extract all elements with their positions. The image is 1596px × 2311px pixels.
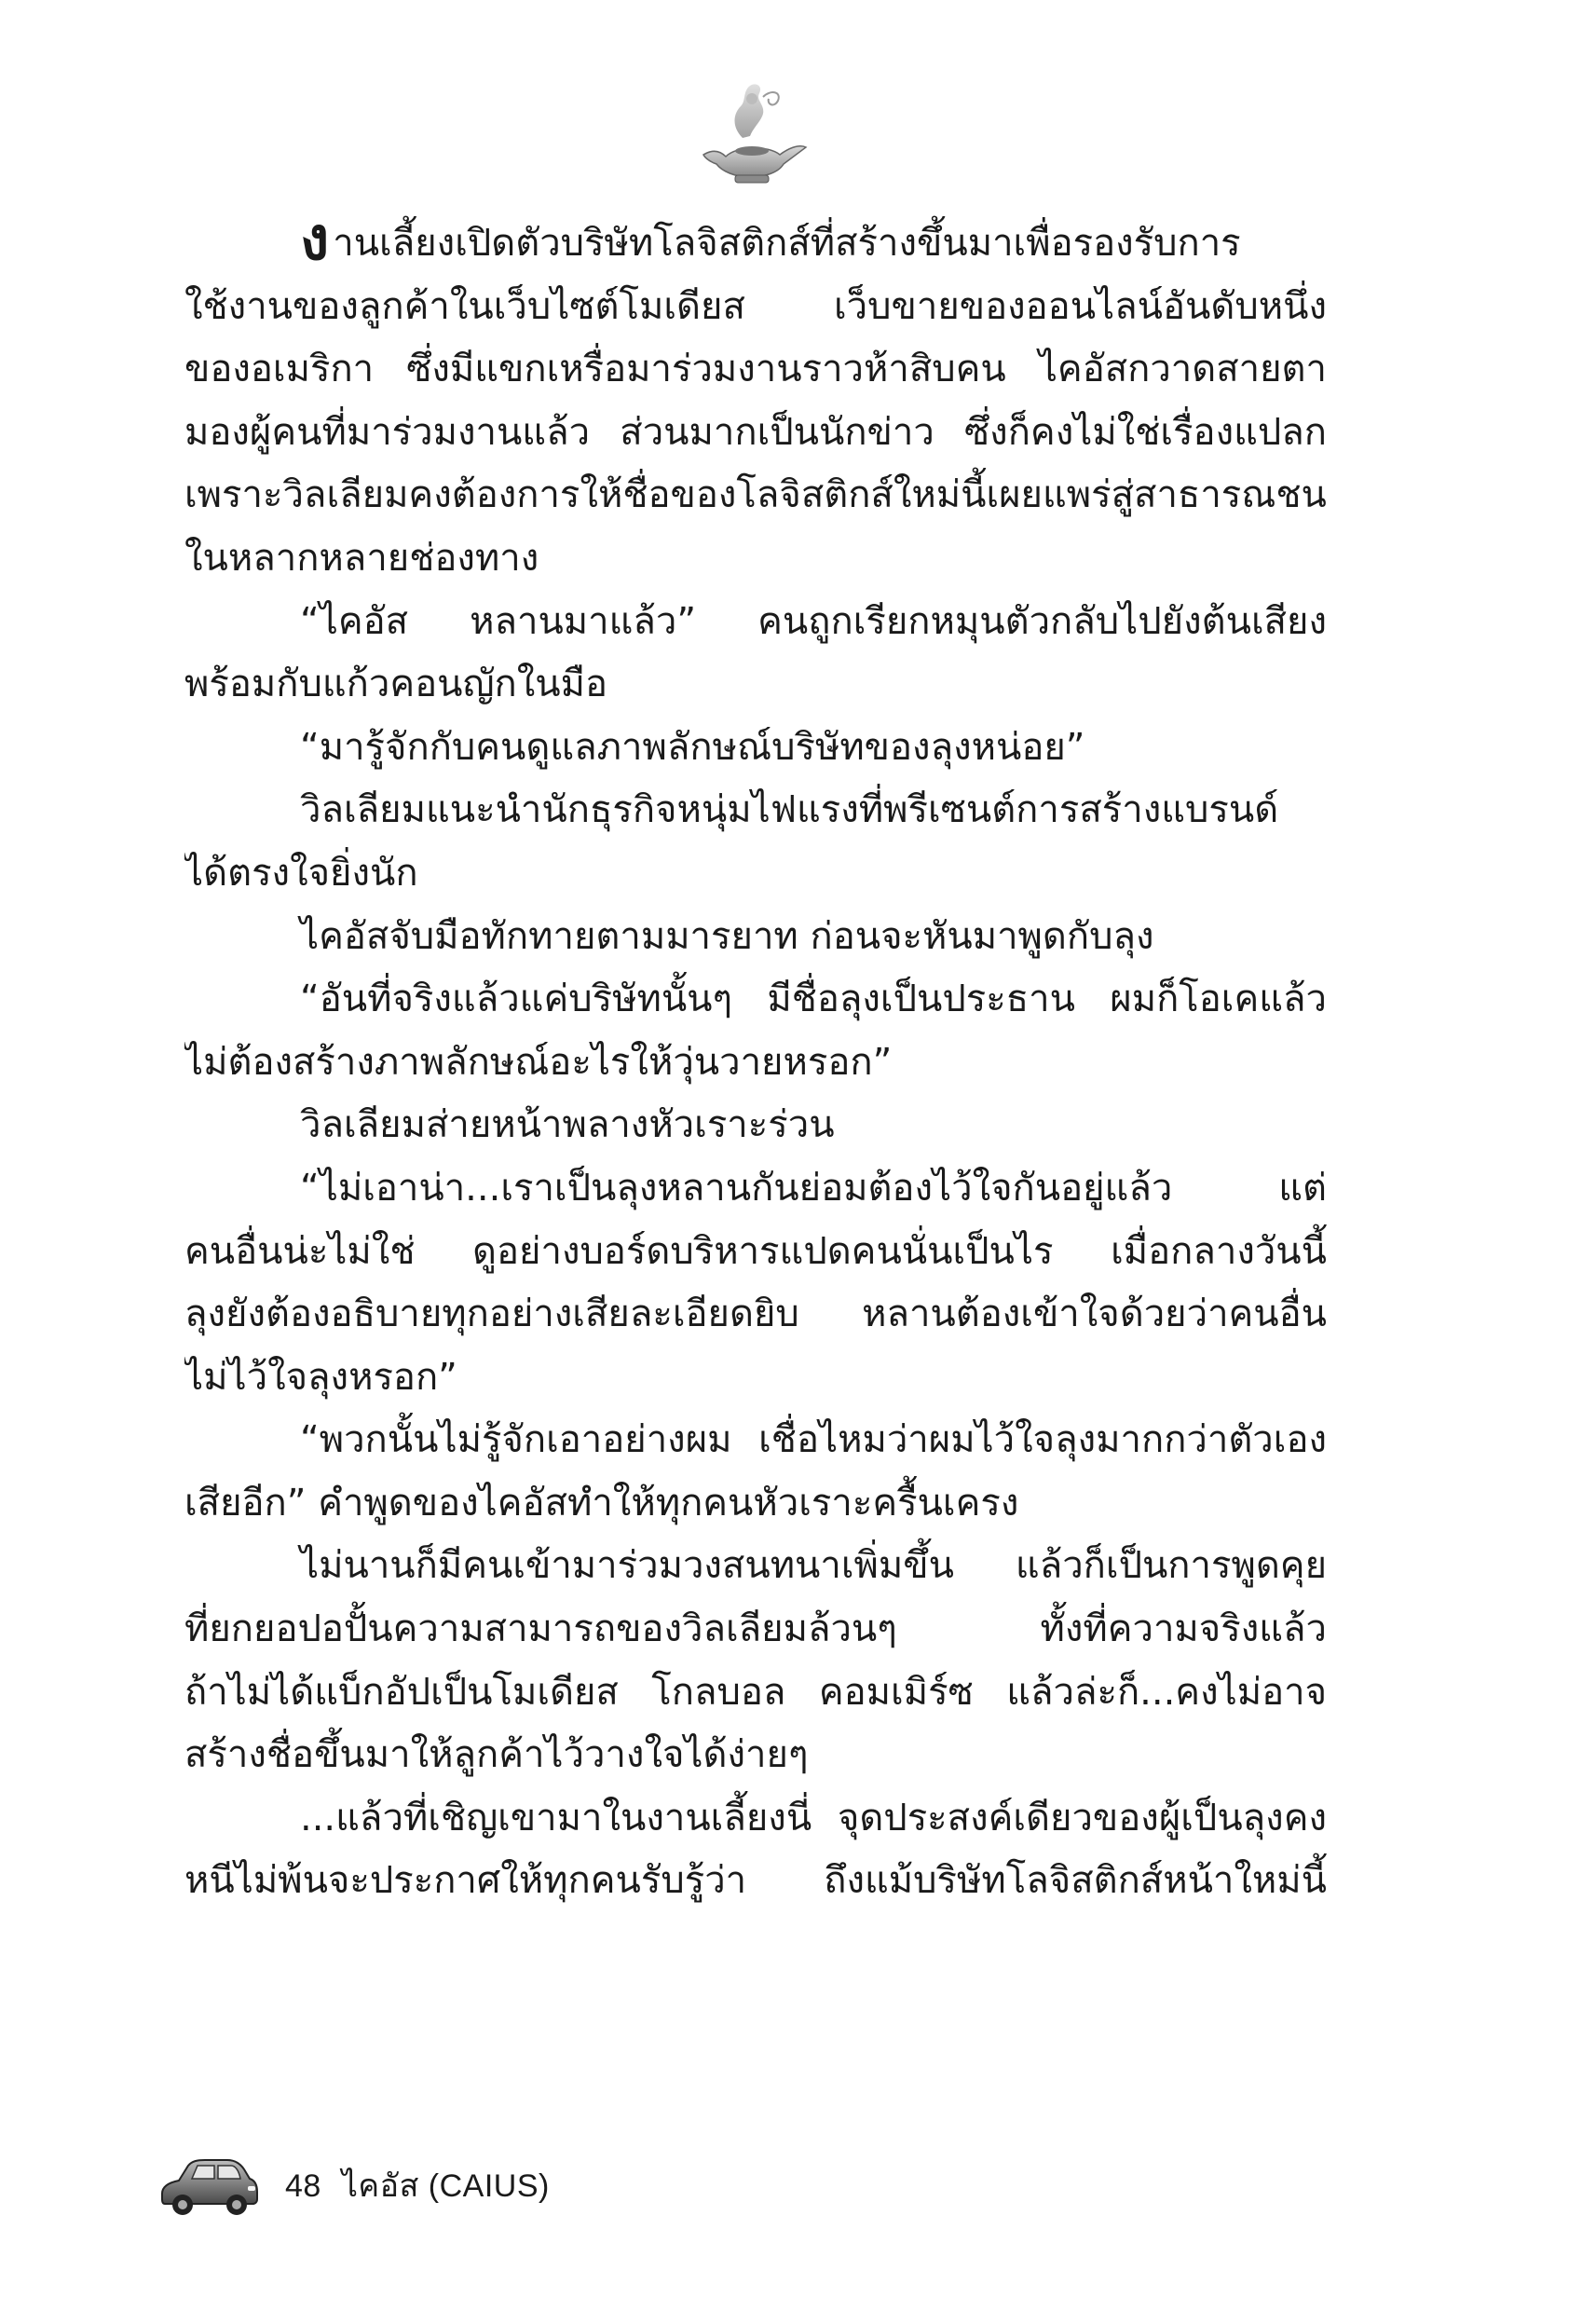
page-footer — [157, 2143, 716, 2227]
text-line: วิลเลียมแนะนำนักธุรกิจหนุ่มไฟแรงที่พรีเซนต์การสร้างแบรนด์ — [300, 788, 1279, 832]
car-icon — [157, 2153, 261, 2218]
text-line: “มารู้จักกับคนดูแลภาพลักษณ์บริษัทของลุงหน่อย” — [300, 725, 1085, 769]
text-line: ไม่ต้องสร้างภาพลักษณ์อะไรให้วุ่นวายหรอก” — [184, 1040, 893, 1084]
text-line: ไม่นานก็มีคนเข้ามาร่วมวงสนทนาเพิ่มขึ้น แล้วก็เป็นการพูดคุย — [300, 1544, 1327, 1588]
footer-text — [285, 2160, 550, 2210]
text-line: คนอื่นน่ะไม่ใช่ ดูอย่างบอร์ดบริหารแปดคนนั่นเป็นไร เมื่อกลางวันนี้ — [184, 1229, 1327, 1273]
text-line: “พวกนั้นไม่รู้จักเอาอย่างผม เชื่อไหมว่าผมไว้ใจลุงมากกว่าตัวเอง — [300, 1418, 1327, 1462]
text-line: เพราะวิลเลียมคงต้องการให้ชื่อของโลจิสติกส์ใหม่นี้เผยแพร่สู่สาธารณชน — [184, 473, 1327, 517]
drop-cap: ง — [300, 212, 330, 274]
text-line: “ไคอัส หลานมาแล้ว” คนถูกเรียกหมุนตัวกลับไปยังต้นเสียง — [300, 599, 1327, 643]
text-line: วิลเลียมส่ายหน้าพลางหัวเราะร่วน — [300, 1103, 835, 1147]
text-line: “อันที่จริงแล้วแค่บริษัทนั้นๆ มีชื่อลุงเป็นประธาน ผมก็โอเคแล้ว — [300, 978, 1327, 1021]
text-line: ในหลากหลายช่องทาง — [184, 536, 539, 580]
text-line: ใช้งานของลูกค้าในเว็บไซต์โมเดียส เว็บขายของออนไลน์อันดับหนึ่ง — [184, 284, 1327, 328]
body-text — [184, 212, 1327, 1913]
text-line: ที่ยกยอปอปั้นความสามารถของวิลเลียมล้วนๆ ทั้งที่ความจริงแล้ว — [184, 1607, 1327, 1651]
page-number: 48 — [285, 2168, 321, 2204]
text-line: เสียอีก” คำพูดของไคอัสทำให้ทุกคนหัวเราะครื้นเครง — [184, 1481, 1019, 1525]
text-line: ถ้าไม่ได้แบ็กอัปเป็นโมเดียส โกลบอล คอมเมิร์ซ แล้วล่ะก็...คงไม่อาจ — [184, 1670, 1327, 1714]
text-line: “ไม่เอาน่า...เราเป็นลุงหลานกันย่อมต้องไว้ใจกันอยู่แล้ว แต่ — [300, 1166, 1327, 1210]
text-line: ไม่ไว้ใจลุงหรอก” — [184, 1355, 457, 1399]
text-line: ของอเมริกา ซึ่งมีแขกเหรื่อมาร่วมงานราวห้าสิบคน ไคอัสกวาดสายตา — [184, 348, 1327, 391]
genie-lamp-icon — [685, 65, 815, 196]
text-line: พร้อมกับแก้วคอนญักในมือ — [184, 663, 608, 706]
text-line: หนีไม่พ้นจะประกาศให้ทุกคนรับรู้ว่า ถึงแม้บริษัทโลจิสติกส์หน้าใหม่นี้ — [184, 1859, 1327, 1903]
text-line: งานเลี้ยงเปิดตัวบริษัทโลจิสติกส์ที่สร้างขึ้นมาเพื่อรองรับการ — [184, 212, 1327, 276]
text-line: ...แล้วที่เชิญเขามาในงานเลี้ยงนี่ จุดประสงค์เดียวของผู้เป็นลุงคง — [300, 1796, 1327, 1839]
text-line: มองผู้คนที่มาร่วมงานแล้ว ส่วนมากเป็นนักข่าว ซึ่งก็คงไม่ใช่เรื่องแปลก — [184, 410, 1327, 454]
text-line: สร้างชื่อขึ้นมาให้ลูกค้าไว้วางใจได้ง่ายๆ — [184, 1733, 809, 1777]
book-title: ไคอัส (CAIUS) — [341, 2168, 550, 2204]
text-line: ได้ตรงใจยิ่งนัก — [184, 851, 418, 895]
text-line: ไคอัสจับมือทักทายตามมารยาท ก่อนจะหันมาพูดกับลุง — [300, 914, 1154, 958]
text-line: ลุงยังต้องอธิบายทุกอย่างเสียละเอียดยิบ หลานต้องเข้าใจด้วยว่าคนอื่น — [184, 1292, 1327, 1336]
